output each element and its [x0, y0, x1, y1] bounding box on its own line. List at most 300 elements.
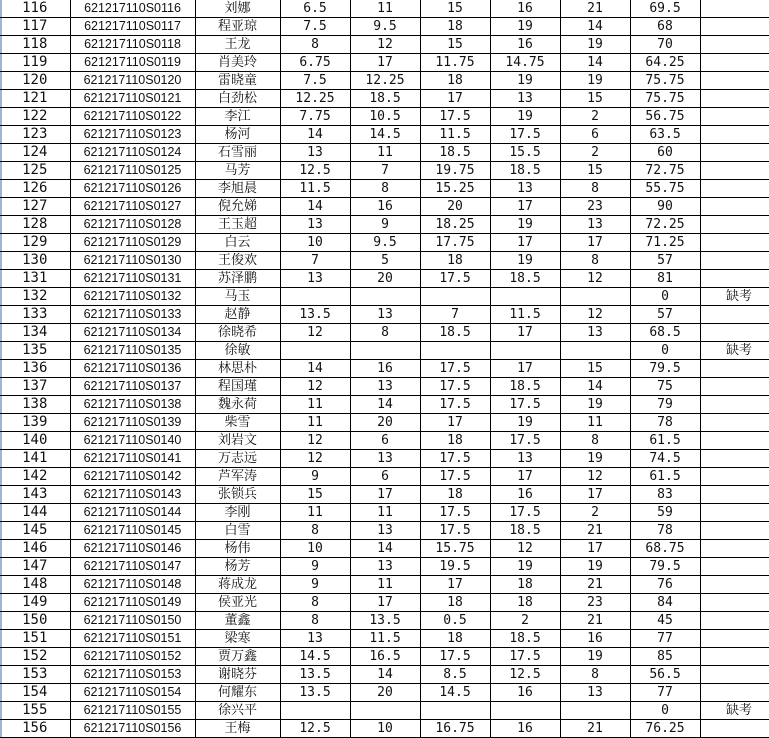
- score-2-cell[interactable]: 6: [350, 432, 420, 450]
- score-3-cell[interactable]: 17.5: [420, 270, 490, 288]
- row-index-cell[interactable]: 127: [0, 198, 70, 216]
- score-3-cell[interactable]: [420, 702, 490, 720]
- total-score-cell[interactable]: 56.75: [630, 108, 700, 126]
- row-index-cell[interactable]: 146: [0, 540, 70, 558]
- student-id-cell[interactable]: 621217110S0124: [70, 144, 195, 162]
- row-index-cell[interactable]: 150: [0, 612, 70, 630]
- score-1-cell[interactable]: 9: [280, 576, 350, 594]
- score-5-cell[interactable]: 19: [560, 450, 630, 468]
- total-score-cell[interactable]: 75.75: [630, 90, 700, 108]
- score-4-cell[interactable]: 19: [490, 252, 560, 270]
- score-3-cell[interactable]: 17: [420, 576, 490, 594]
- score-4-cell[interactable]: 15.5: [490, 144, 560, 162]
- total-score-cell[interactable]: 79.5: [630, 360, 700, 378]
- score-1-cell[interactable]: 8: [280, 36, 350, 54]
- score-2-cell[interactable]: 9.5: [350, 234, 420, 252]
- score-5-cell[interactable]: 2: [560, 108, 630, 126]
- score-4-cell[interactable]: 17: [490, 360, 560, 378]
- score-1-cell[interactable]: 13: [280, 144, 350, 162]
- score-3-cell[interactable]: 15.25: [420, 180, 490, 198]
- student-id-cell[interactable]: 621217110S0156: [70, 720, 195, 738]
- score-1-cell[interactable]: [280, 702, 350, 720]
- student-name-cell[interactable]: 白云: [195, 234, 280, 252]
- remark-cell[interactable]: [700, 180, 769, 198]
- student-id-cell[interactable]: 621217110S0116: [70, 0, 195, 18]
- score-5-cell[interactable]: 8: [560, 180, 630, 198]
- score-1-cell[interactable]: 14: [280, 126, 350, 144]
- total-score-cell[interactable]: 72.25: [630, 216, 700, 234]
- score-4-cell[interactable]: 13: [490, 180, 560, 198]
- student-id-cell[interactable]: 621217110S0119: [70, 54, 195, 72]
- score-4-cell[interactable]: 17: [490, 324, 560, 342]
- row-index-cell[interactable]: 151: [0, 630, 70, 648]
- remark-cell[interactable]: 缺考: [700, 702, 769, 720]
- student-name-cell[interactable]: 倪允娣: [195, 198, 280, 216]
- student-name-cell[interactable]: 何耀东: [195, 684, 280, 702]
- score-2-cell[interactable]: 11: [350, 144, 420, 162]
- student-id-cell[interactable]: 621217110S0131: [70, 270, 195, 288]
- score-5-cell[interactable]: [560, 342, 630, 360]
- score-2-cell[interactable]: [350, 702, 420, 720]
- score-4-cell[interactable]: 14.75: [490, 54, 560, 72]
- student-name-cell[interactable]: 王俊欢: [195, 252, 280, 270]
- score-1-cell[interactable]: 15: [280, 486, 350, 504]
- remark-cell[interactable]: [700, 648, 769, 666]
- row-index-cell[interactable]: 138: [0, 396, 70, 414]
- score-1-cell[interactable]: 11: [280, 396, 350, 414]
- score-1-cell[interactable]: 9: [280, 558, 350, 576]
- remark-cell[interactable]: [700, 360, 769, 378]
- total-score-cell[interactable]: 85: [630, 648, 700, 666]
- student-id-cell[interactable]: 621217110S0139: [70, 414, 195, 432]
- score-1-cell[interactable]: 12: [280, 432, 350, 450]
- score-2-cell[interactable]: 10.5: [350, 108, 420, 126]
- score-3-cell[interactable]: 19.5: [420, 558, 490, 576]
- score-3-cell[interactable]: 18: [420, 252, 490, 270]
- score-4-cell[interactable]: 17.5: [490, 432, 560, 450]
- total-score-cell[interactable]: 64.25: [630, 54, 700, 72]
- score-3-cell[interactable]: 17.5: [420, 396, 490, 414]
- student-id-cell[interactable]: 621217110S0150: [70, 612, 195, 630]
- total-score-cell[interactable]: 45: [630, 612, 700, 630]
- score-4-cell[interactable]: 16: [490, 36, 560, 54]
- student-id-cell[interactable]: 621217110S0154: [70, 684, 195, 702]
- score-1-cell[interactable]: 6.5: [280, 0, 350, 18]
- total-score-cell[interactable]: 0: [630, 702, 700, 720]
- student-name-cell[interactable]: 谢晓芬: [195, 666, 280, 684]
- total-score-cell[interactable]: 61.5: [630, 432, 700, 450]
- score-4-cell[interactable]: 19: [490, 72, 560, 90]
- score-4-cell[interactable]: 2: [490, 612, 560, 630]
- score-3-cell[interactable]: 8.5: [420, 666, 490, 684]
- student-name-cell[interactable]: 侯亚光: [195, 594, 280, 612]
- score-2-cell[interactable]: 13: [350, 522, 420, 540]
- row-index-cell[interactable]: 142: [0, 468, 70, 486]
- row-index-cell[interactable]: 125: [0, 162, 70, 180]
- student-name-cell[interactable]: 杨芳: [195, 558, 280, 576]
- student-name-cell[interactable]: 王梅: [195, 720, 280, 738]
- total-score-cell[interactable]: 68.5: [630, 324, 700, 342]
- total-score-cell[interactable]: 83: [630, 486, 700, 504]
- row-index-cell[interactable]: 153: [0, 666, 70, 684]
- row-index-cell[interactable]: 140: [0, 432, 70, 450]
- remark-cell[interactable]: [700, 54, 769, 72]
- student-name-cell[interactable]: 马芳: [195, 162, 280, 180]
- row-index-cell[interactable]: 134: [0, 324, 70, 342]
- row-index-cell[interactable]: 155: [0, 702, 70, 720]
- score-3-cell[interactable]: 18: [420, 432, 490, 450]
- score-1-cell[interactable]: 13.5: [280, 666, 350, 684]
- score-1-cell[interactable]: 13.5: [280, 684, 350, 702]
- score-3-cell[interactable]: 17.5: [420, 648, 490, 666]
- score-5-cell[interactable]: 15: [560, 90, 630, 108]
- row-index-cell[interactable]: 148: [0, 576, 70, 594]
- remark-cell[interactable]: [700, 270, 769, 288]
- score-3-cell[interactable]: [420, 342, 490, 360]
- score-3-cell[interactable]: 18.5: [420, 144, 490, 162]
- score-5-cell[interactable]: 19: [560, 396, 630, 414]
- score-4-cell[interactable]: 16: [490, 720, 560, 738]
- total-score-cell[interactable]: 81: [630, 270, 700, 288]
- score-3-cell[interactable]: 18: [420, 594, 490, 612]
- row-index-cell[interactable]: 129: [0, 234, 70, 252]
- row-index-cell[interactable]: 147: [0, 558, 70, 576]
- total-score-cell[interactable]: 75: [630, 378, 700, 396]
- score-2-cell[interactable]: 13: [350, 450, 420, 468]
- total-score-cell[interactable]: 60: [630, 144, 700, 162]
- remark-cell[interactable]: [700, 486, 769, 504]
- student-id-cell[interactable]: 621217110S0121: [70, 90, 195, 108]
- remark-cell[interactable]: 缺考: [700, 288, 769, 306]
- score-2-cell[interactable]: 17: [350, 486, 420, 504]
- score-3-cell[interactable]: 17: [420, 414, 490, 432]
- score-3-cell[interactable]: 0.5: [420, 612, 490, 630]
- row-index-cell[interactable]: 143: [0, 486, 70, 504]
- score-4-cell[interactable]: [490, 342, 560, 360]
- score-2-cell[interactable]: 12: [350, 36, 420, 54]
- score-3-cell[interactable]: 11.5: [420, 126, 490, 144]
- student-name-cell[interactable]: 徐敏: [195, 342, 280, 360]
- score-4-cell[interactable]: 18.5: [490, 630, 560, 648]
- remark-cell[interactable]: [700, 126, 769, 144]
- total-score-cell[interactable]: 84: [630, 594, 700, 612]
- score-3-cell[interactable]: 18.5: [420, 324, 490, 342]
- score-1-cell[interactable]: [280, 288, 350, 306]
- score-3-cell[interactable]: 18: [420, 630, 490, 648]
- row-index-cell[interactable]: 137: [0, 378, 70, 396]
- score-5-cell[interactable]: 21: [560, 612, 630, 630]
- score-3-cell[interactable]: 7: [420, 306, 490, 324]
- total-score-cell[interactable]: 74.5: [630, 450, 700, 468]
- remark-cell[interactable]: [700, 252, 769, 270]
- total-score-cell[interactable]: 77: [630, 630, 700, 648]
- score-3-cell[interactable]: 17.5: [420, 468, 490, 486]
- score-4-cell[interactable]: 19: [490, 108, 560, 126]
- score-1-cell[interactable]: 11: [280, 414, 350, 432]
- score-1-cell[interactable]: 8: [280, 594, 350, 612]
- total-score-cell[interactable]: 68: [630, 18, 700, 36]
- score-3-cell[interactable]: 15: [420, 0, 490, 18]
- student-name-cell[interactable]: 董鑫: [195, 612, 280, 630]
- score-5-cell[interactable]: 2: [560, 144, 630, 162]
- student-id-cell[interactable]: 621217110S0148: [70, 576, 195, 594]
- row-index-cell[interactable]: 135: [0, 342, 70, 360]
- student-name-cell[interactable]: 蒋成龙: [195, 576, 280, 594]
- score-4-cell[interactable]: 12.5: [490, 666, 560, 684]
- student-name-cell[interactable]: 刘岩文: [195, 432, 280, 450]
- score-1-cell[interactable]: 13: [280, 630, 350, 648]
- total-score-cell[interactable]: 71.25: [630, 234, 700, 252]
- row-index-cell[interactable]: 119: [0, 54, 70, 72]
- student-name-cell[interactable]: 白劲松: [195, 90, 280, 108]
- score-2-cell[interactable]: 14.5: [350, 126, 420, 144]
- student-id-cell[interactable]: 621217110S0141: [70, 450, 195, 468]
- score-2-cell[interactable]: 20: [350, 684, 420, 702]
- score-2-cell[interactable]: 5: [350, 252, 420, 270]
- student-name-cell[interactable]: 程国瑾: [195, 378, 280, 396]
- total-score-cell[interactable]: 76.25: [630, 720, 700, 738]
- score-2-cell[interactable]: 11: [350, 504, 420, 522]
- score-3-cell[interactable]: 17.5: [420, 522, 490, 540]
- student-name-cell[interactable]: 柴雪: [195, 414, 280, 432]
- score-1-cell[interactable]: 12.5: [280, 162, 350, 180]
- total-score-cell[interactable]: 72.75: [630, 162, 700, 180]
- total-score-cell[interactable]: 59: [630, 504, 700, 522]
- score-5-cell[interactable]: 13: [560, 216, 630, 234]
- score-1-cell[interactable]: 7: [280, 252, 350, 270]
- total-score-cell[interactable]: 0: [630, 342, 700, 360]
- student-id-cell[interactable]: 621217110S0144: [70, 504, 195, 522]
- score-5-cell[interactable]: 13: [560, 324, 630, 342]
- total-score-cell[interactable]: 57: [630, 252, 700, 270]
- score-3-cell[interactable]: 17.75: [420, 234, 490, 252]
- score-5-cell[interactable]: 21: [560, 522, 630, 540]
- row-index-cell[interactable]: 149: [0, 594, 70, 612]
- remark-cell[interactable]: [700, 468, 769, 486]
- score-4-cell[interactable]: 16: [490, 486, 560, 504]
- row-index-cell[interactable]: 130: [0, 252, 70, 270]
- total-score-cell[interactable]: 77: [630, 684, 700, 702]
- remark-cell[interactable]: [700, 540, 769, 558]
- score-2-cell[interactable]: 20: [350, 270, 420, 288]
- row-index-cell[interactable]: 121: [0, 90, 70, 108]
- student-name-cell[interactable]: 芦军涛: [195, 468, 280, 486]
- score-2-cell[interactable]: 13.5: [350, 612, 420, 630]
- score-3-cell[interactable]: 18: [420, 72, 490, 90]
- score-5-cell[interactable]: 6: [560, 126, 630, 144]
- remark-cell[interactable]: [700, 144, 769, 162]
- score-5-cell[interactable]: 12: [560, 306, 630, 324]
- student-name-cell[interactable]: 赵静: [195, 306, 280, 324]
- score-2-cell[interactable]: 18.5: [350, 90, 420, 108]
- remark-cell[interactable]: [700, 108, 769, 126]
- row-index-cell[interactable]: 120: [0, 72, 70, 90]
- row-index-cell[interactable]: 156: [0, 720, 70, 738]
- student-name-cell[interactable]: 刘娜: [195, 0, 280, 18]
- score-5-cell[interactable]: 14: [560, 18, 630, 36]
- score-5-cell[interactable]: 21: [560, 576, 630, 594]
- remark-cell[interactable]: [700, 666, 769, 684]
- score-2-cell[interactable]: 14: [350, 396, 420, 414]
- score-4-cell[interactable]: 18.5: [490, 522, 560, 540]
- score-2-cell[interactable]: 9.5: [350, 18, 420, 36]
- student-id-cell[interactable]: 621217110S0135: [70, 342, 195, 360]
- student-name-cell[interactable]: 徐兴平: [195, 702, 280, 720]
- score-3-cell[interactable]: 17.5: [420, 450, 490, 468]
- remark-cell[interactable]: [700, 576, 769, 594]
- total-score-cell[interactable]: 57: [630, 306, 700, 324]
- score-2-cell[interactable]: 13: [350, 378, 420, 396]
- row-index-cell[interactable]: 123: [0, 126, 70, 144]
- score-5-cell[interactable]: 8: [560, 666, 630, 684]
- score-5-cell[interactable]: 17: [560, 234, 630, 252]
- score-4-cell[interactable]: 11.5: [490, 306, 560, 324]
- score-4-cell[interactable]: 17: [490, 234, 560, 252]
- total-score-cell[interactable]: 75.75: [630, 72, 700, 90]
- row-index-cell[interactable]: 126: [0, 180, 70, 198]
- score-4-cell[interactable]: 18.5: [490, 162, 560, 180]
- score-2-cell[interactable]: [350, 342, 420, 360]
- row-index-cell[interactable]: 131: [0, 270, 70, 288]
- total-score-cell[interactable]: 69.5: [630, 0, 700, 18]
- row-index-cell[interactable]: 136: [0, 360, 70, 378]
- score-4-cell[interactable]: [490, 288, 560, 306]
- score-1-cell[interactable]: [280, 342, 350, 360]
- score-5-cell[interactable]: 11: [560, 414, 630, 432]
- score-2-cell[interactable]: 8: [350, 324, 420, 342]
- score-2-cell[interactable]: 12.25: [350, 72, 420, 90]
- score-5-cell[interactable]: 19: [560, 558, 630, 576]
- score-1-cell[interactable]: 14: [280, 198, 350, 216]
- score-4-cell[interactable]: 19: [490, 558, 560, 576]
- score-4-cell[interactable]: 19: [490, 18, 560, 36]
- remark-cell[interactable]: [700, 18, 769, 36]
- student-name-cell[interactable]: 苏泽鹏: [195, 270, 280, 288]
- score-1-cell[interactable]: 12.25: [280, 90, 350, 108]
- score-5-cell[interactable]: 21: [560, 0, 630, 18]
- remark-cell[interactable]: [700, 612, 769, 630]
- score-2-cell[interactable]: 17: [350, 54, 420, 72]
- remark-cell[interactable]: [700, 432, 769, 450]
- student-name-cell[interactable]: 李刚: [195, 504, 280, 522]
- remark-cell[interactable]: [700, 0, 769, 18]
- row-index-cell[interactable]: 145: [0, 522, 70, 540]
- score-5-cell[interactable]: 14: [560, 54, 630, 72]
- student-name-cell[interactable]: 肖美玲: [195, 54, 280, 72]
- score-5-cell[interactable]: 17: [560, 540, 630, 558]
- score-1-cell[interactable]: 14.5: [280, 648, 350, 666]
- score-1-cell[interactable]: 12: [280, 324, 350, 342]
- remark-cell[interactable]: [700, 72, 769, 90]
- row-index-cell[interactable]: 154: [0, 684, 70, 702]
- student-id-cell[interactable]: 621217110S0145: [70, 522, 195, 540]
- score-4-cell[interactable]: 13: [490, 90, 560, 108]
- student-id-cell[interactable]: 621217110S0149: [70, 594, 195, 612]
- student-id-cell[interactable]: 621217110S0143: [70, 486, 195, 504]
- score-2-cell[interactable]: 6: [350, 468, 420, 486]
- score-3-cell[interactable]: 19.75: [420, 162, 490, 180]
- score-2-cell[interactable]: [350, 288, 420, 306]
- score-1-cell[interactable]: 12: [280, 378, 350, 396]
- student-name-cell[interactable]: 石雪丽: [195, 144, 280, 162]
- total-score-cell[interactable]: 78: [630, 414, 700, 432]
- student-id-cell[interactable]: 621217110S0151: [70, 630, 195, 648]
- student-name-cell[interactable]: 张锁兵: [195, 486, 280, 504]
- score-4-cell[interactable]: 18.5: [490, 378, 560, 396]
- student-name-cell[interactable]: 杨河: [195, 126, 280, 144]
- student-id-cell[interactable]: 621217110S0128: [70, 216, 195, 234]
- score-3-cell[interactable]: 17.5: [420, 378, 490, 396]
- remark-cell[interactable]: [700, 378, 769, 396]
- score-4-cell[interactable]: 17.5: [490, 504, 560, 522]
- student-name-cell[interactable]: 王玉超: [195, 216, 280, 234]
- score-3-cell[interactable]: 15.75: [420, 540, 490, 558]
- score-2-cell[interactable]: 13: [350, 306, 420, 324]
- total-score-cell[interactable]: 56.5: [630, 666, 700, 684]
- student-id-cell[interactable]: 621217110S0125: [70, 162, 195, 180]
- student-id-cell[interactable]: 621217110S0140: [70, 432, 195, 450]
- student-id-cell[interactable]: 621217110S0133: [70, 306, 195, 324]
- student-id-cell[interactable]: 621217110S0155: [70, 702, 195, 720]
- score-2-cell[interactable]: 16.5: [350, 648, 420, 666]
- score-2-cell[interactable]: 20: [350, 414, 420, 432]
- student-name-cell[interactable]: 雷晓童: [195, 72, 280, 90]
- score-3-cell[interactable]: 11.75: [420, 54, 490, 72]
- student-name-cell[interactable]: 王龙: [195, 36, 280, 54]
- score-4-cell[interactable]: 17: [490, 198, 560, 216]
- score-5-cell[interactable]: 8: [560, 432, 630, 450]
- student-name-cell[interactable]: 万志远: [195, 450, 280, 468]
- score-5-cell[interactable]: 15: [560, 162, 630, 180]
- student-id-cell[interactable]: 621217110S0123: [70, 126, 195, 144]
- score-1-cell[interactable]: 7.5: [280, 18, 350, 36]
- student-name-cell[interactable]: 杨伟: [195, 540, 280, 558]
- score-1-cell[interactable]: 12.5: [280, 720, 350, 738]
- remark-cell[interactable]: 缺考: [700, 342, 769, 360]
- student-id-cell[interactable]: 621217110S0146: [70, 540, 195, 558]
- score-2-cell[interactable]: 16: [350, 360, 420, 378]
- score-1-cell[interactable]: 10: [280, 540, 350, 558]
- score-3-cell[interactable]: [420, 288, 490, 306]
- score-5-cell[interactable]: 12: [560, 468, 630, 486]
- score-5-cell[interactable]: 23: [560, 594, 630, 612]
- score-2-cell[interactable]: 10: [350, 720, 420, 738]
- row-index-cell[interactable]: 116: [0, 0, 70, 18]
- remark-cell[interactable]: [700, 216, 769, 234]
- score-3-cell[interactable]: 17.5: [420, 504, 490, 522]
- score-5-cell[interactable]: 13: [560, 684, 630, 702]
- remark-cell[interactable]: [700, 558, 769, 576]
- student-id-cell[interactable]: 621217110S0153: [70, 666, 195, 684]
- student-id-cell[interactable]: 621217110S0132: [70, 288, 195, 306]
- score-5-cell[interactable]: [560, 288, 630, 306]
- student-name-cell[interactable]: 白雪: [195, 522, 280, 540]
- student-name-cell[interactable]: 李江: [195, 108, 280, 126]
- row-index-cell[interactable]: 122: [0, 108, 70, 126]
- student-name-cell[interactable]: 贾万鑫: [195, 648, 280, 666]
- total-score-cell[interactable]: 68.75: [630, 540, 700, 558]
- student-id-cell[interactable]: 621217110S0137: [70, 378, 195, 396]
- total-score-cell[interactable]: 79.5: [630, 558, 700, 576]
- total-score-cell[interactable]: 0: [630, 288, 700, 306]
- remark-cell[interactable]: [700, 630, 769, 648]
- student-name-cell[interactable]: 程亚琼: [195, 18, 280, 36]
- student-id-cell[interactable]: 621217110S0134: [70, 324, 195, 342]
- score-3-cell[interactable]: 20: [420, 198, 490, 216]
- score-3-cell[interactable]: 18: [420, 486, 490, 504]
- score-2-cell[interactable]: 11.5: [350, 630, 420, 648]
- score-2-cell[interactable]: 14: [350, 540, 420, 558]
